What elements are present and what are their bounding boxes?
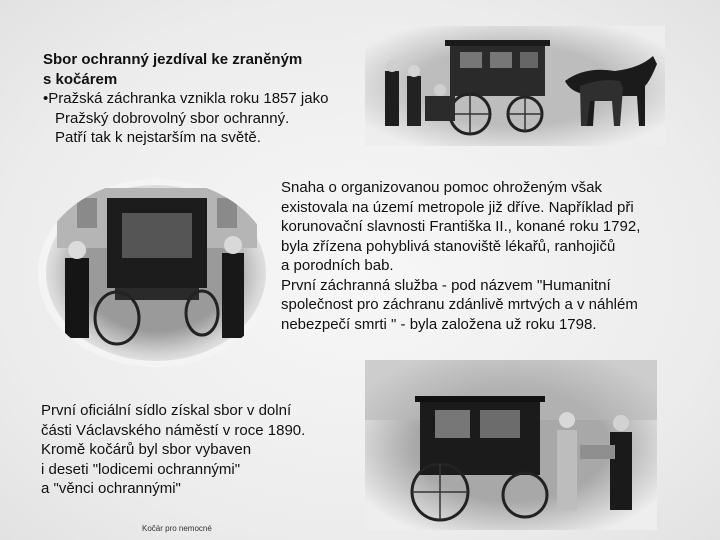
history-line: a porodních bab.: [281, 257, 394, 274]
headquarters-line: i deseti "lodicemi ochrannými": [41, 460, 241, 478]
history-line: korunovační slavnosti Františka II., konané roku 1792,: [281, 218, 641, 235]
intro-line-3: Patří tak k nejstarším na světě.: [55, 129, 261, 146]
headquarters-line: a "věnci ochrannými": [41, 480, 181, 497]
history-line: První záchranná služba - pod názvem "Humanitní: [281, 276, 611, 294]
headquarters-line: První oficiální sídlo získal sbor v dolní: [41, 402, 292, 419]
intro-bullet-line: [43, 89, 328, 109]
intro-line-2: Pražský dobrovolný sbor ochranný.: [55, 109, 290, 127]
carriage-photo-caption: Kočár pro nemocné: [142, 524, 212, 533]
headquarters-text-block: [41, 401, 305, 499]
intro-title-line-1: Sbor ochranný jezdíval ke zraněným: [43, 51, 303, 68]
intro-line-1: Pražská záchranka vznikla roku 1857 jako: [48, 90, 329, 107]
headquarters-line: Kromě kočárů byl sbor vybaven: [41, 441, 252, 458]
coach-photo: [365, 360, 657, 530]
bullet-icon: •: [43, 90, 49, 107]
history-line: byla zřízena pohyblivá stanoviště lékařů, ranhojičů: [281, 237, 616, 255]
history-line: společnost pro záchranu zdánlivě mrtvých a v náhlém: [281, 296, 638, 313]
history-line: nebezpečí smrti " - byla založena už roku 1798.: [281, 315, 597, 333]
history-line: Snaha o organizovanou pomoc ohroženým však: [281, 179, 603, 196]
history-line: existovala na území metropole již dříve. Například při: [281, 198, 634, 216]
headquarters-line: části Václavského náměstí v roce 1890.: [41, 421, 306, 439]
horse-wagon-photo: [365, 26, 665, 146]
intro-text-block: [43, 50, 328, 148]
history-text-block: [281, 178, 640, 334]
intro-title-line-2: s kočárem: [43, 70, 118, 88]
